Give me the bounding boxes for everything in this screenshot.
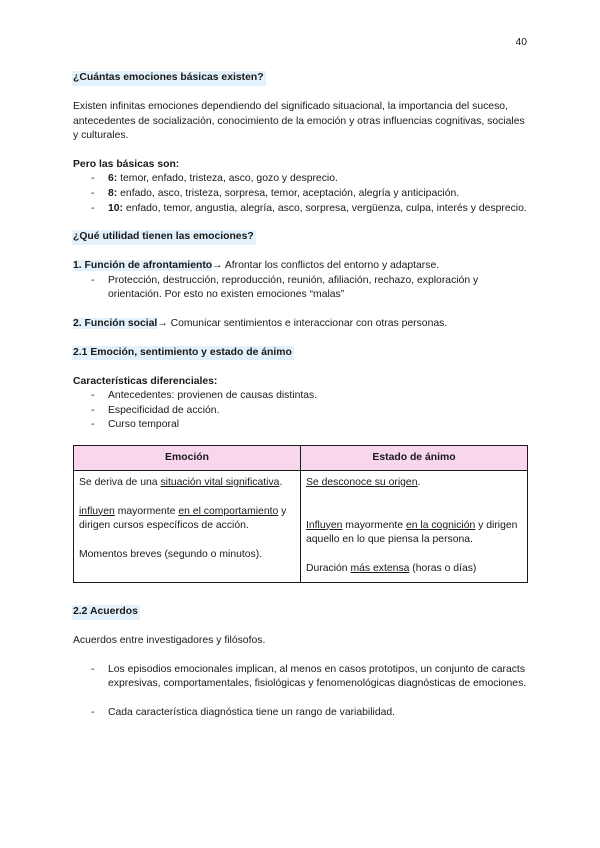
table-header-row <box>74 445 528 470</box>
agreements-list <box>73 663 528 721</box>
comparison-table <box>73 445 528 583</box>
function-social: 2. Función social→ Comunicar sentimientos e interaccionar con otras personas. <box>73 317 448 329</box>
list-item: - Especificidad de acción. <box>73 404 528 419</box>
list-item: - 8: enfado, asco, tristeza, sorpresa, temor, aceptación, alegría y anticipación. <box>73 187 528 202</box>
paragraph-infinite-emotions: Existen infinitas emociones dependiendo del significado situacional, la importancia del suceso, antecedentes de socialización, conocimiento de la emoción y otras influencias cognitivas, sociales y culturales. <box>73 101 525 142</box>
basic-emotions-list <box>73 172 528 216</box>
table-cell-mood: Se desconoce su origen. Influyen mayormente en la cognición y dirigen aquello en lo que piensa la persona. Duración más extensa (horas o días) <box>301 470 528 582</box>
list-item: - Antecedentes: provienen de causas distintas. <box>73 389 528 404</box>
characteristics-list <box>73 389 528 433</box>
heading-emotion-utility: ¿Qué utilidad tienen las emociones? <box>72 230 256 245</box>
coping-list <box>73 274 528 303</box>
table-cell-emotion: Se deriva de una situación vital significativa. influyen mayormente en el comportamiento y dirigen cursos específicos de acción. Momentos breves (segundo o minutos). <box>74 470 301 582</box>
list-item: - 6: temor, enfado, tristeza, asco, gozo y desprecio. <box>73 172 528 187</box>
characteristics-label: Características diferenciales: <box>73 375 218 387</box>
page-content <box>73 71 528 721</box>
column-header-emotion: Emoción <box>74 445 301 470</box>
table-row <box>74 470 528 582</box>
basic-label: Pero las básicas son: <box>73 158 180 170</box>
list-item: - Curso temporal <box>73 418 528 433</box>
list-item: - 10: enfado, temor, angustia, alegría, asco, sorpresa, vergüenza, culpa, interés y desprecio. <box>73 202 528 217</box>
heading-emotion-mood: 2.1 Emoción, sentimiento y estado de ánimo <box>72 346 294 361</box>
heading-basic-emotions: ¿Cuántas emociones básicas existen? <box>72 71 266 86</box>
agreements-intro: Acuerdos entre investigadores y filósofos. <box>73 635 266 647</box>
list-item: - Cada característica diagnóstica tiene un rango de variabilidad. <box>73 706 528 721</box>
list-item: - Los episodios emocionales implican, al menos en casos prototipos, un conjunto de caracts expresivas, comportamentales, fisiológicas y fenomenológicas diagnósticas de emociones. <box>73 663 528 692</box>
function-coping: 1. Función de afrontamiento→ Afrontar los conflictos del entorno y adaptarse. <box>73 260 440 272</box>
list-item: - Protección, destrucción, reproducción, reunión, afiliación, rechazo, exploración y orientación. Por esto no existen emociones “malas” <box>73 274 528 303</box>
page-number: 40 <box>515 37 527 48</box>
column-header-mood: Estado de ánimo <box>301 445 528 470</box>
heading-agreements: 2.2 Acuerdos <box>72 605 140 620</box>
